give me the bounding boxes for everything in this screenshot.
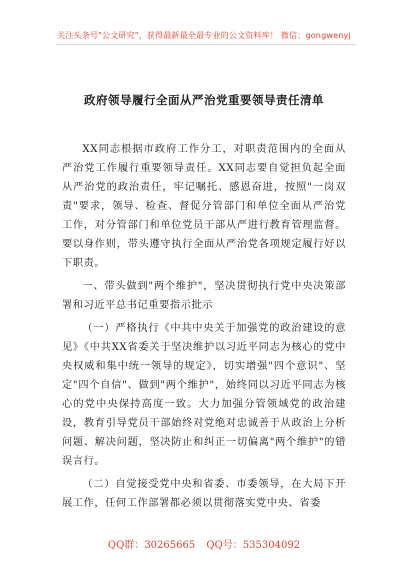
footer-contact (0, 536, 408, 551)
header-divider (56, 44, 356, 45)
qq-number: QQ号：535304092 (206, 540, 301, 551)
paragraph: （二）自觉接受党中央和省委、市委领导，在大局下开展工作，任何工作部署都必须以贯彻落实党中央、省委 (62, 479, 346, 509)
document-title: 政府领导履行全面从严治党重要领导责任清单 (84, 93, 324, 107)
section-heading: 一、带头做到"两个维护"，坚决贯彻执行党中央决策部署和习近平总书记重要指示批示 (62, 281, 346, 311)
qq-group: QQ群：30265665 (107, 540, 196, 551)
paragraph: XX同志根据市政府工作分工，对职责范围内的全面从严治党工作履行重要领导责任。XX同志要自觉担负起全面从严治党的政治责任，牢记嘱托、感恩奋进，按照"一岗双责"要求，领导、检查、督促分管部门和单位全面从严治党工作，对分管部门和单位党员干部从严进行教育管理监督。要以身作则，带头遵守执行全面从严治党各项规定履行好以下职责。 (62, 144, 346, 269)
paragraph: （一）严格执行《中共中央关于加强党的政治建设的意见》《中共XX省委关于坚决维护以习近平同志为核心的党中央权威和集中统一领导的规定》，切实增强"四个意识"、坚定"四个自信"、做到"两个维护"，始终同以习近平同志为核心的党中央保持高度一致。大力加强分管领域党的政治建设，教育引导党员干部始终对党绝对忠诚善于从政治上分析问题、解决问题，坚决防止和纠正一切偏离"两个维护"的错误言行。 (62, 323, 346, 467)
header-note: 关注头条号"公文研究"，获得最新最全最专业的公文资料库！ 微信：gongwenyj (57, 31, 351, 40)
document-body (62, 140, 346, 517)
